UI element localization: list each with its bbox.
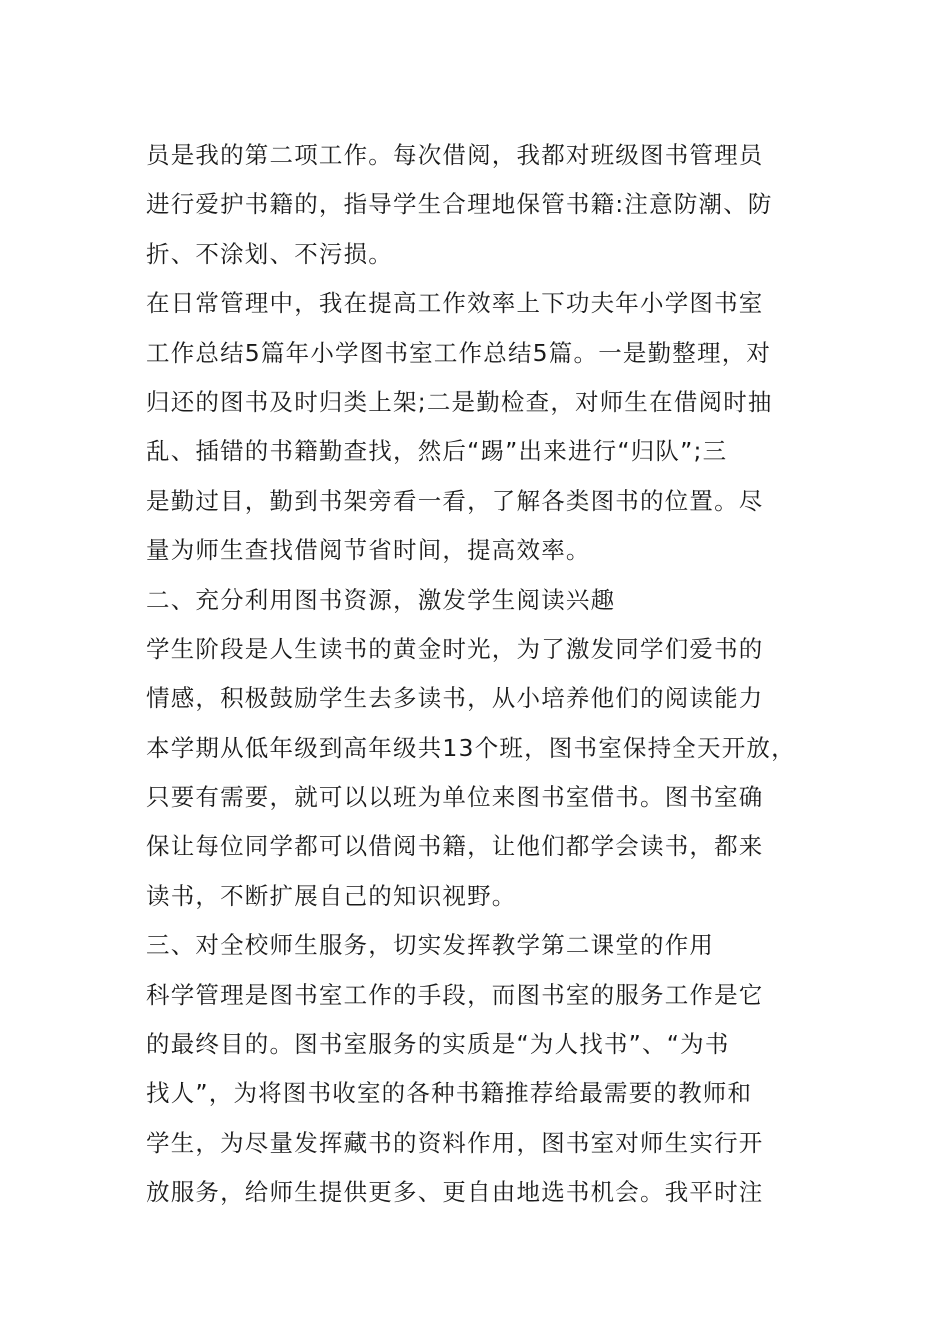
- text-line: 乱、插错的书籍勤查找，然后“踢”出来进行“归队”;三: [146, 437, 728, 466]
- text-line: 在日常管理中，我在提高工作效率上下功夫年小学图书室: [146, 289, 764, 318]
- text-line: 找人”，为将图书收室的各种书籍推荐给最需要的教师和: [146, 1079, 753, 1108]
- text-line: 是勤过目，勤到书架旁看一看，了解各类图书的位置。尽: [146, 486, 764, 515]
- text-line: 工作总结5篇年小学图书室工作总结5篇。一是勤整理，对: [146, 338, 772, 367]
- text-line: 只要有需要，就可以以班为单位来图书室借书。图书室确: [146, 783, 764, 812]
- text-line: 保让每位同学都可以借阅书籍，让他们都学会读书，都来: [146, 832, 764, 861]
- document-body: [146, 131, 826, 1218]
- text-line: 进行爱护书籍的，指导学生合理地保管书籍:注意防潮、防: [146, 190, 773, 219]
- section-heading: 三、对全校师生服务，切实发挥教学第二课堂的作用: [146, 931, 715, 960]
- text-line: 折、不涂划、不污损。: [146, 239, 393, 268]
- text-line: 学生阶段是人生读书的黄金时光，为了激发同学们爱书的: [146, 634, 764, 663]
- text-line: 科学管理是图书室工作的手段，而图书室的服务工作是它: [146, 980, 764, 1009]
- text-line: 学生，为尽量发挥藏书的资料作用，图书室对师生实行开: [146, 1128, 764, 1157]
- text-line: 归还的图书及时归类上架;二是勤检查，对师生在借阅时抽: [146, 387, 773, 416]
- text-line: 读书，不断扩展自己的知识视野。: [146, 881, 517, 910]
- text-line: 放服务，给师生提供更多、更自由地选书机会。我平时注: [146, 1178, 764, 1207]
- text-line: 员是我的第二项工作。每次借阅，我都对班级图书管理员: [146, 141, 764, 169]
- text-line: 的最终目的。图书室服务的实质是“为人找书”、“为书: [146, 1030, 730, 1059]
- text-line: 量为师生查找借阅节省时间，提高效率。: [146, 536, 591, 565]
- section-heading: 二、充分利用图书资源，激发学生阅读兴趣: [146, 585, 616, 614]
- text-line: 情感，积极鼓励学生去多读书，从小培养他们的阅读能力: [146, 684, 764, 713]
- text-line: 本学期从低年级到高年级共13个班，图书室保持全天开放，: [146, 733, 796, 762]
